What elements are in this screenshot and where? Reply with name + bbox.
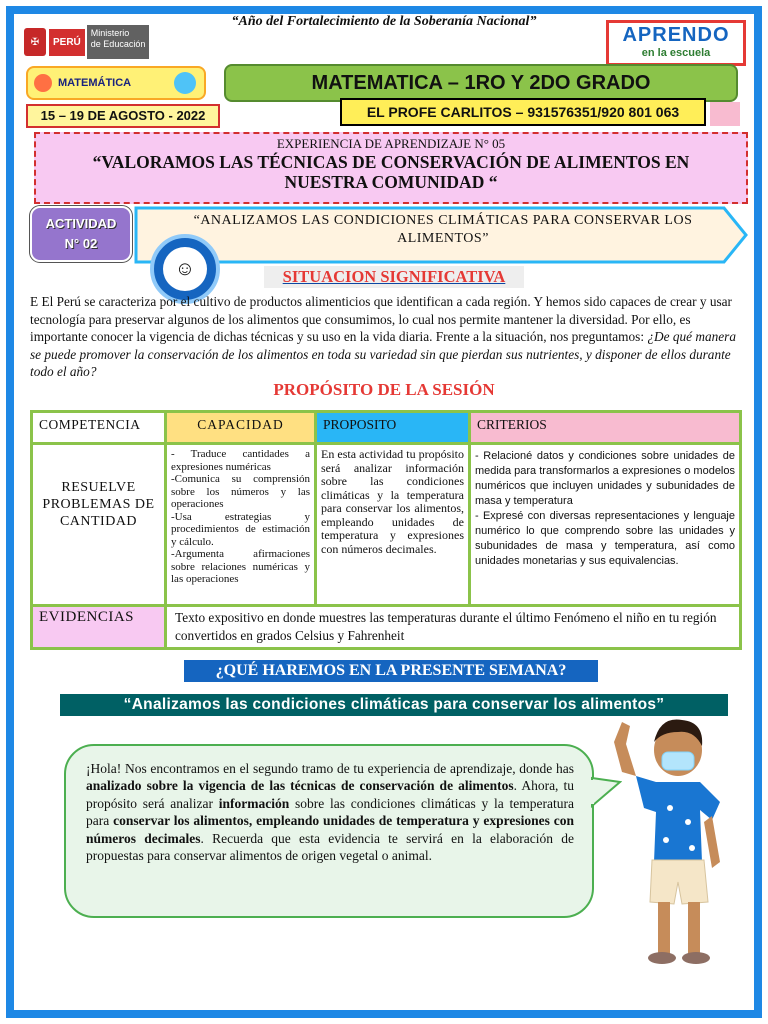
header-competencia: COMPETENCIA [32, 412, 166, 444]
aprendo-subtitle: en la escuela [641, 47, 711, 59]
bubble-text: . Ahora, tu propósito será analizar [86, 778, 574, 811]
boy-illustration [600, 712, 740, 972]
purpose-table [30, 410, 742, 650]
ministry-name [87, 25, 150, 59]
math-area-label: MATEMÁTICA [58, 77, 132, 89]
competencia-cell: RESUELVE PROBLEMAS DE CANTIDAD [32, 444, 166, 606]
peru-label: PERÚ [49, 29, 85, 56]
criterio-item: - Expresé con diversas representaciones y lenguaje numérico lo que comprendo sobre las unidades y subunidades de masa y temperatura, así como unidades monetarias y sus equivalencias. [475, 510, 735, 567]
experience-box [34, 132, 748, 204]
experience-title: “VALORAMOS LAS TÉCNICAS DE CONSERVACIÓN DE ALIMENTOS EN NUESTRA COMUNIDAD “ [92, 152, 690, 192]
criterios-cell [470, 444, 741, 606]
header-criterios: CRITERIOS [470, 412, 741, 444]
evidencias-text: Texto expositivo en donde muestres las temperaturas durante el último Fenómeno el niño en tu región convertidos en grados Celsius y Fahrenheit [166, 606, 741, 649]
date-range: 15 – 19 DE AGOSTO - 2022 [26, 104, 220, 128]
criterio-item: - Relacioné datos y condiciones sobre unidades de medida para transformarlos a expresiones o modelos numéricos que incluyen unidades y subunidades de masa y temperatura [475, 450, 735, 507]
math-area-logo [26, 66, 206, 100]
activity-number: N° 02 [64, 236, 98, 251]
header-proposito: PROPOSITO [316, 412, 470, 444]
main-title: MATEMATICA – 1RO Y 2DO GRADO [224, 64, 738, 102]
activity-label: ACTIVIDAD [45, 216, 117, 231]
situation-heading: SITUACION SIGNIFICATIVA [264, 266, 524, 288]
bubble-bold: analizado sobre la vigencia de las técnicas de conservación de alimentos [86, 778, 514, 794]
header-capacidad: CAPACIDAD [166, 412, 316, 444]
week-question: ¿QUÉ HAREMOS EN LA PRESENTE SEMANA? [184, 660, 598, 682]
bubble-bold: conservar los alimentos, empleando unidades de temperatura y expresiones con números decimales [86, 813, 574, 846]
capacidad-cell [166, 444, 316, 606]
ministry-line1: Ministerio [90, 28, 130, 38]
purpose-heading: PROPÓSITO DE LA SESIÓN [273, 380, 495, 399]
activity-title: “ANALIZAMOS LAS CONDICIONES CLIMÁTICAS PARA CONSERVAR LOS ALIMENTOS” [193, 213, 693, 246]
ministry-line2: de Educación [90, 39, 146, 49]
capacidad-item: -Usa estrategias y procedimientos de estimación y cálculo. [171, 510, 310, 548]
proposito-cell: En esta actividad tu propósito será analizar información sobre las condiciones climáticas y la temperatura para conservar los alimentos, empleando unidades de temperatura y expresiones con números decimales. [316, 444, 470, 606]
activity-badge [30, 206, 132, 262]
national-motto: “Año del Fortalecimiento de la Soberanía Nacional” [231, 14, 537, 29]
situation-text [30, 293, 746, 381]
capacidad-item: -Argumenta afirmaciones sobre relaciones numéricas y las operaciones [171, 548, 310, 585]
aprendo-title: APRENDO [622, 24, 730, 46]
situation-body: E El Perú se caracteriza por el cultivo de productos alimenticios que identifican a cada región. Y hemos sido capaces de crear y usar tecnología para preservar algunos de los alimentos que consumimos, lo cual nos permite mantener la diversidad. Por ello, es importante conocer la vigencia de dichas técnicas y su uso en la vida diaria. Frente a la situación, nos preguntamos: [30, 294, 732, 344]
week-banner: “Analizamos las condiciones climáticas para conservar los alimentos” [60, 694, 728, 716]
evidencias-label: EVIDENCIAS [32, 606, 166, 649]
aprendo-logo [606, 20, 746, 66]
teacher-avatar-icon: ☺ [163, 247, 207, 291]
capacidad-item: -Comunica su comprensión sobre los números y las operaciones [171, 473, 310, 510]
peru-shield-icon: ✠ [24, 28, 46, 56]
teacher-contact: EL PROFE CARLITOS – 931576351/920 801 063 [340, 98, 706, 126]
minedu-logo [24, 22, 176, 62]
decorative-strip [710, 102, 740, 126]
bubble-bold: información [218, 795, 290, 811]
capacidad-item: - Traduce cantidades a expresiones numéricas [171, 448, 310, 473]
situation-question: ¿De qué manera se puede promover la conservación de los alimentos en toda su variedad sin que pierdan sus nutrientes, y disponer de ellos durante todo el año? [30, 329, 736, 379]
bubble-text: sobre las condiciones climáticas y la temperatura para [86, 795, 574, 829]
math-logo-icon [34, 74, 52, 92]
bubble-text: . Recuerda que esta evidencia te servirá en la elaboración de propuestas para conservar alimentos de origen vegetal o animal. [86, 830, 574, 864]
bubble-text: ¡Hola! Nos encontramos en el segundo tramo de tu experiencia de aprendizaje, donde has [86, 761, 574, 776]
globe-icon [174, 72, 196, 94]
speech-bubble [64, 744, 594, 918]
experience-number: EXPERIENCIA DE APRENDIZAJE N° 05 [276, 136, 506, 151]
